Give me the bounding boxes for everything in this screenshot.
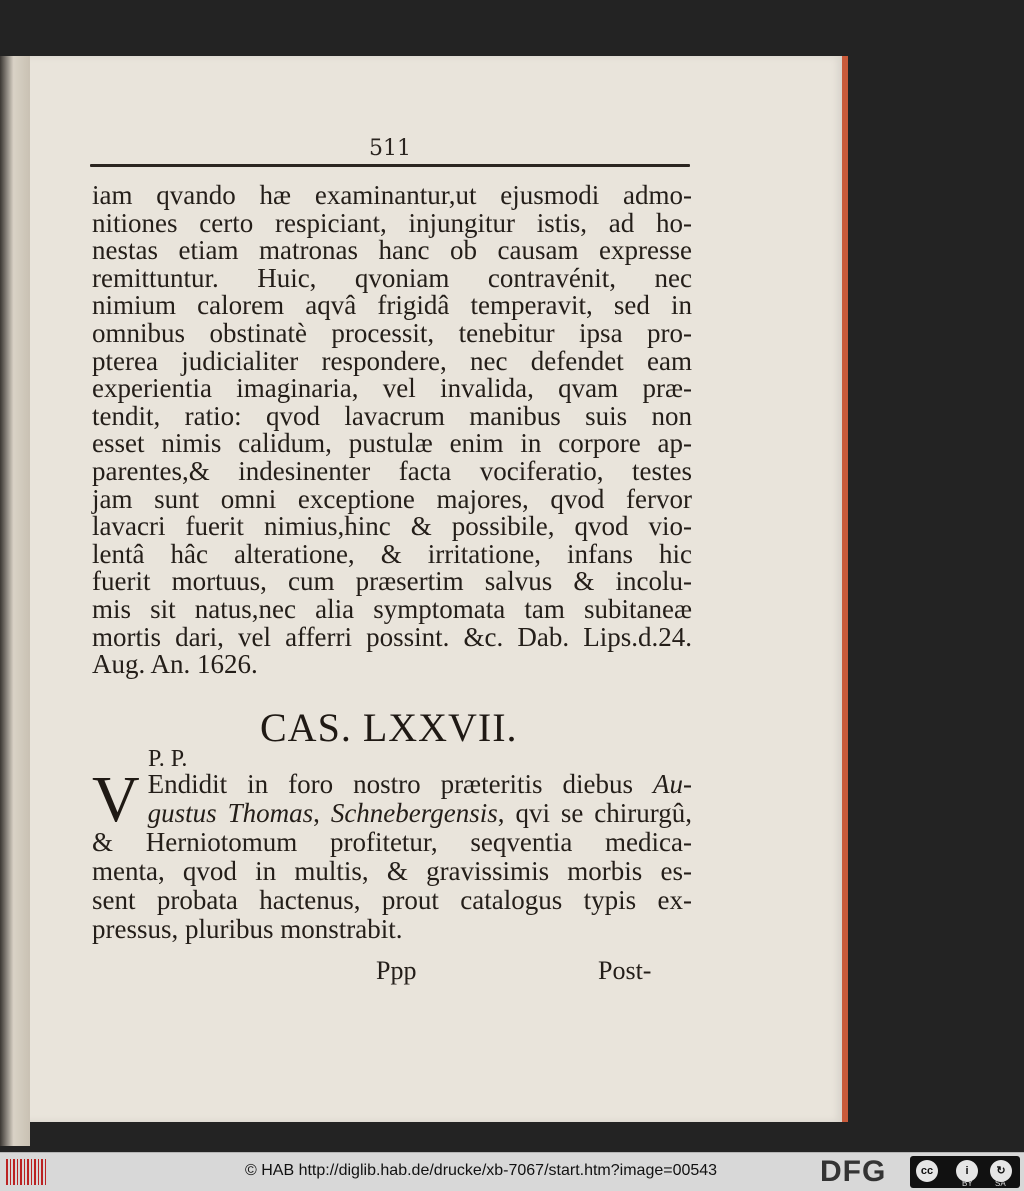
text-line: mis sit natus,nec alia symptomata tam subitaneæ	[92, 593, 692, 624]
case-paragraph	[92, 763, 693, 944]
text-line: lentâ hâc alteratione, & irritatione, infans hic	[92, 538, 692, 569]
text-line: pterea judicialiter respondere, nec defendet eam	[92, 345, 692, 376]
text-line: fuerit mortuus, cum præsertim salvus & incolu-	[92, 566, 692, 597]
text-line	[92, 770, 692, 799]
text-line: nitiones certo respiciant, injungitur istis, ad ho-	[92, 207, 692, 238]
text-line: mortis dari, vel afferri possint. &c. Dab. Lips.d.24.	[92, 621, 692, 652]
signature-mark: Ppp	[376, 956, 417, 985]
text-line: sent probata hactenus, prout catalogus typis ex-	[92, 885, 692, 915]
by-icon: i	[956, 1160, 978, 1182]
text-line: pressus, pluribus monstrabit.	[92, 914, 403, 944]
sa-label: SA	[995, 1179, 1006, 1188]
cc-license-badge[interactable]	[910, 1156, 1020, 1188]
text-line: tendit, ratio: qvod lavacrum manibus suis non	[92, 400, 692, 431]
book-page	[30, 56, 848, 1122]
text-line: remittuntur. Huic, qvoniam contravénit, nec	[92, 262, 692, 293]
text-line: nimium calorem aqvâ frigidâ temperavit, sed in	[92, 290, 692, 321]
text-line: jam sunt omni exceptione majores, qvod fervor	[92, 483, 692, 514]
italic-name: Schnebergensis	[330, 798, 498, 828]
case-heading: CAS. LXXVII.	[260, 705, 518, 750]
dfg-logo: DFG	[820, 1155, 887, 1188]
drop-cap: V	[92, 763, 140, 836]
text-line: lavacri fuerit nimius,hinc & possibile, qvod vio-	[92, 511, 692, 542]
by-label: BY	[962, 1179, 973, 1188]
text-line: parentes,& indesinenter facta vociferatio, testes	[92, 455, 692, 486]
header-rule	[90, 164, 690, 167]
italic-name: Au-	[653, 769, 692, 799]
text-line: & Herniotomum profitetur, seqventia medica-	[92, 827, 692, 857]
credit-link[interactable]: © HAB http://diglib.hab.de/drucke/xb-7067/start.htm?image=00543	[245, 1162, 718, 1179]
catchword: Post-	[598, 956, 652, 985]
viewer-footer	[0, 1152, 1024, 1191]
text-line: menta, qvod in multis, & gravissimis morbis es-	[92, 856, 692, 886]
previous-page-edge	[0, 56, 30, 1146]
text-line: Aug. An. 1626.	[92, 649, 258, 680]
text-line: esset nimis calidum, pustulæ enim in corpore ap-	[92, 428, 692, 459]
text-span: Endidit in foro nostro præteritis diebus	[147, 769, 654, 799]
page-number: 511	[369, 136, 411, 161]
text-span: , qvi se chirurgû,	[497, 798, 693, 828]
text-span: ,	[313, 798, 331, 828]
text-line	[92, 799, 692, 828]
text-line: nestas etiam matronas hanc ob causam expresse	[92, 235, 692, 266]
body-paragraph	[92, 182, 692, 679]
pp-marker: P. P.	[148, 746, 188, 772]
text-line: experientia imaginaria, vel invalida, qvam præ-	[92, 373, 692, 404]
cc-icon: cc	[916, 1160, 938, 1182]
text-line: iam qvando hæ examinantur,ut ejusmodi admo-	[92, 180, 692, 210]
barcode-icon	[6, 1159, 46, 1185]
text-line: omnibus obstinatè processit, tenebitur ipsa pro-	[92, 317, 692, 348]
italic-name: gustus Thomas	[147, 798, 314, 828]
sa-icon: ↻	[990, 1160, 1012, 1182]
